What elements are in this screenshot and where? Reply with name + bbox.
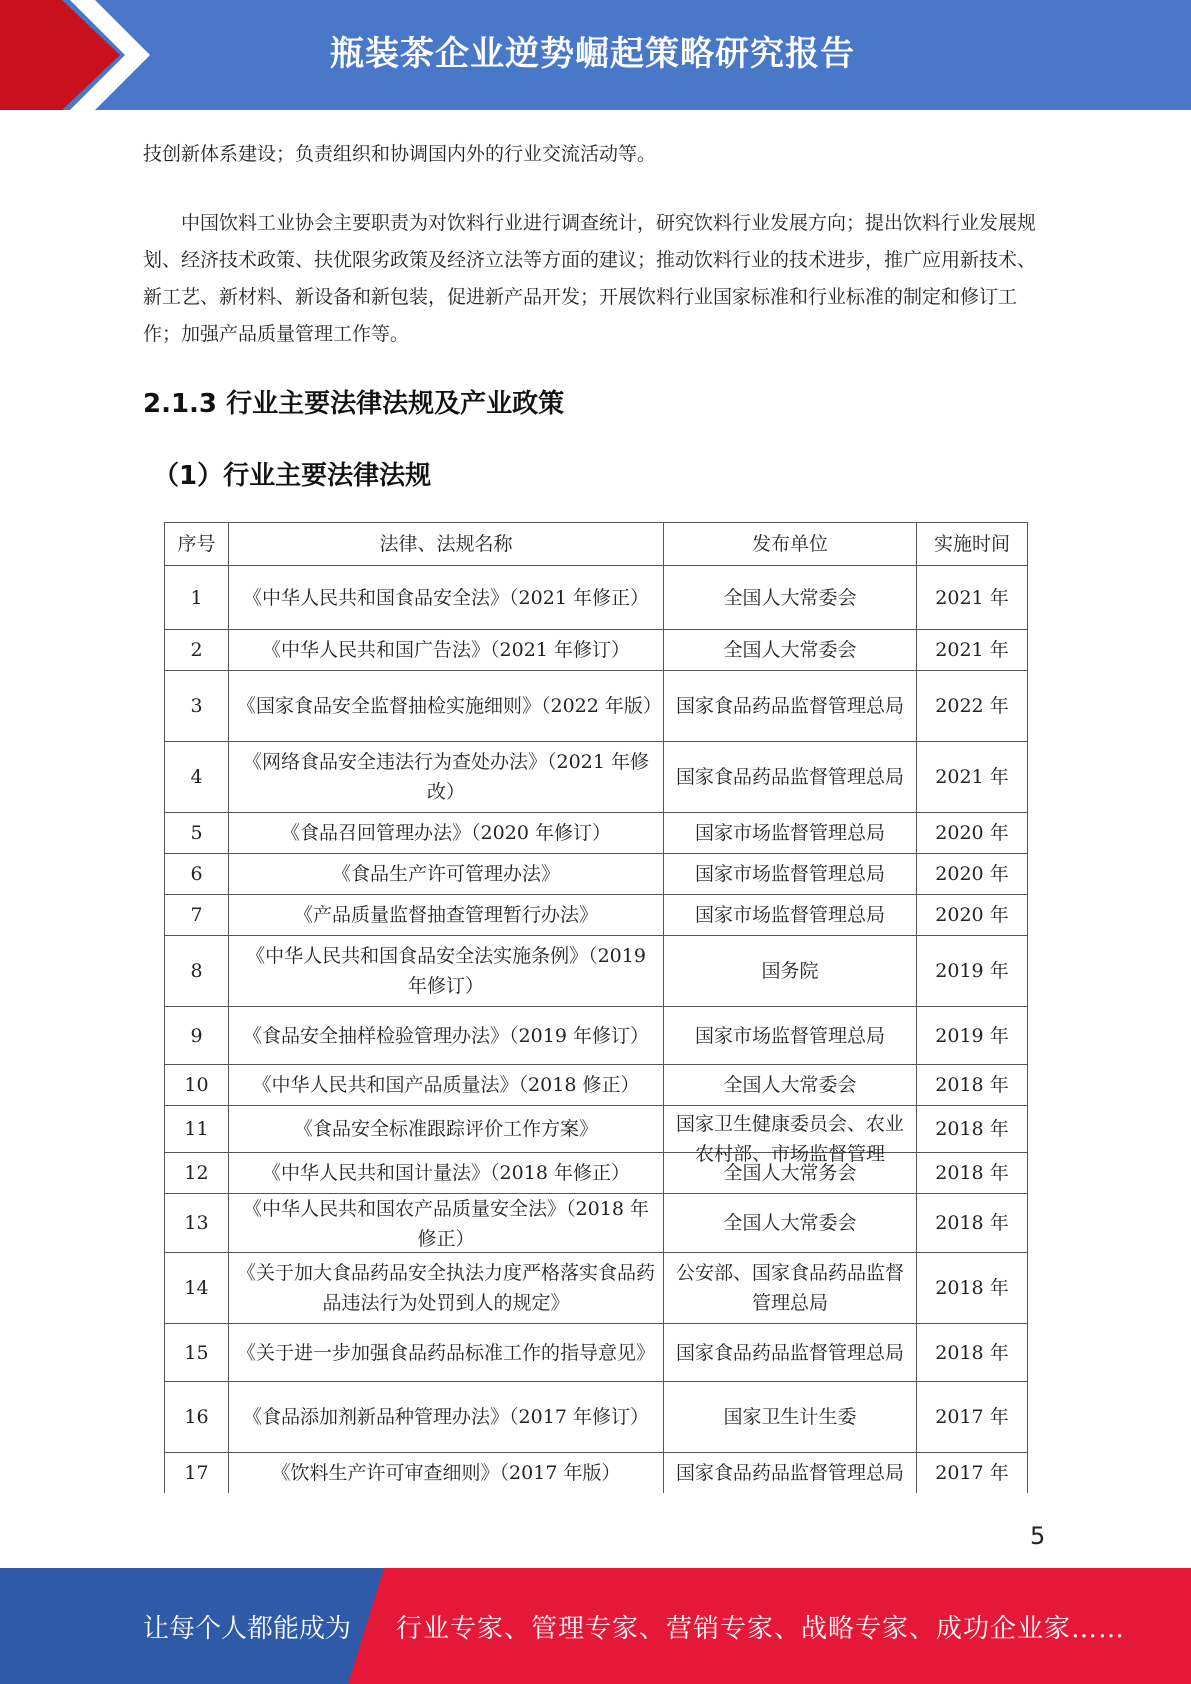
cell-date: 2022 年 <box>917 671 1028 742</box>
cell-issuer: 国家市场监督管理总局 <box>664 1007 917 1065</box>
cell-issuer-text: 国家食品药品监督管理总局 <box>675 1341 904 1364</box>
report-title: 瓶装茶企业逆势崛起策略研究报告 <box>330 34 855 74</box>
section-heading: 2.1.3 行业主要法律法规及产业政策 <box>143 389 565 419</box>
cell-issuer: 国务院 <box>664 936 917 1007</box>
table-row <box>165 742 1028 813</box>
footer-slogan-left: 让每个人都能成为 <box>143 1614 352 1644</box>
cell-index: 12 <box>165 1153 229 1194</box>
header-chevron-icon <box>0 0 160 110</box>
cell-issuer: 全国人大常委会 <box>664 566 917 630</box>
col-header-law-name: 法律、法规名称 <box>229 523 664 566</box>
cell-law-name: 《关于加大食品药品安全执法力度严格落实食品药品违法行为处罚到人的规定》 <box>229 1253 664 1324</box>
cell-issuer: 国家市场监督管理总局 <box>664 895 917 936</box>
cell-law-name: 《食品召回管理办法》（2020 年修订） <box>229 813 664 854</box>
cell-issuer: 国家市场监督管理总局 <box>664 813 917 854</box>
cell-index: 16 <box>165 1382 229 1453</box>
paragraph-continuation: 技创新体系建设；负责组织和协调国内外的行业交流活动等。 <box>143 143 657 165</box>
col-header-issuer: 发布单位 <box>664 523 917 566</box>
cell-law-name: 《中华人民共和国广告法》（2021 年修订） <box>229 630 664 671</box>
subsection-heading: （1）行业主要法律法规 <box>153 461 432 491</box>
cell-index: 5 <box>165 813 229 854</box>
cell-law-name: 《食品安全标准跟踪评价工作方案》 <box>229 1106 664 1153</box>
cell-law-name-text: 《关于进一步加强食品药品标准工作的指导意见》 <box>237 1341 656 1364</box>
cell-date: 2018 年 <box>917 1194 1028 1253</box>
cell-index: 11 <box>165 1106 229 1153</box>
cell-date: 2020 年 <box>917 813 1028 854</box>
cell-issuer: 全国人大常务会 <box>664 1153 917 1194</box>
cell-date: 2017 年 <box>917 1382 1028 1453</box>
table-row <box>165 1453 1028 1494</box>
cell-issuer: 国家食品药品监督管理总局 <box>664 742 917 813</box>
cell-issuer <box>664 1453 917 1494</box>
col-header-index: 序号 <box>165 523 229 566</box>
cell-date: 2018 年 <box>917 1153 1028 1194</box>
cell-date: 2018 年 <box>917 1324 1028 1382</box>
cell-law-name: 《网络食品安全违法行为查处办法》（2021 年修改） <box>229 742 664 813</box>
table-row <box>165 630 1028 671</box>
cell-issuer: 国家市场监督管理总局 <box>664 854 917 895</box>
cell-index: 14 <box>165 1253 229 1324</box>
table-row <box>165 936 1028 1007</box>
cell-issuer: 国家卫生计生委 <box>664 1382 917 1453</box>
table-row <box>165 1253 1028 1324</box>
table-row <box>165 1153 1028 1194</box>
cell-date: 2018 年 <box>917 1253 1028 1324</box>
cell-law-name: 《饮料生产许可审查细则》（2017 年版） <box>229 1453 664 1494</box>
table-row <box>165 1194 1028 1253</box>
cell-issuer: 全国人大常委会 <box>664 1065 917 1106</box>
table-row <box>165 895 1028 936</box>
cell-index: 8 <box>165 936 229 1007</box>
cell-date: 2021 年 <box>917 630 1028 671</box>
cell-law-name: 《产品质量监督抽查管理暂行办法》 <box>229 895 664 936</box>
cell-index: 9 <box>165 1007 229 1065</box>
cell-issuer: 国家食品药品监督管理总局 <box>664 671 917 742</box>
cell-index: 4 <box>165 742 229 813</box>
cell-law-name <box>229 1194 664 1253</box>
cell-law-name: 《食品添加剂新品种管理办法》（2017 年修订） <box>229 1382 664 1453</box>
cell-law-name <box>229 1007 664 1065</box>
cell-issuer <box>664 1324 917 1382</box>
cell-index: 2 <box>165 630 229 671</box>
cell-law-name: 《食品生产许可管理办法》 <box>229 854 664 895</box>
cell-date: 2020 年 <box>917 895 1028 936</box>
cell-issuer: 全国人大常委会 <box>664 630 917 671</box>
cell-issuer-text: 国家食品药品监督管理总局 <box>675 1462 904 1484</box>
table-row <box>165 813 1028 854</box>
page-number: 5 <box>1030 1522 1046 1550</box>
paragraph-association-duties: 中国饮料工业协会主要职责为对饮料行业进行调查统计，研究饮料行业发展方向；提出饮料行业发展规划、经济技术政策、扶优限劣政策及经济立法等方面的建议；推动饮料行业的技术进步，推广应用新技术、新工艺、新材料、新设备和新包装，促进新产品开发；开展饮料行业国家标准和行业标准的制定和修订工作；加强产品质量管理工作等。 <box>143 212 1037 345</box>
page-header <box>0 0 1191 110</box>
cell-issuer-text: 国家卫生健康委员会、农业农村部、市场监督管理 <box>675 1113 904 1165</box>
col-header-date: 实施时间 <box>917 523 1028 566</box>
cell-date: 2018 年 <box>917 1065 1028 1106</box>
cell-date: 2019 年 <box>917 936 1028 1007</box>
cell-law-name: 《中华人民共和国食品安全法实施条例》（2019 年修订） <box>229 936 664 1007</box>
cell-law-name-text: 《中华人民共和国农产品质量安全法》（2018 年修正） <box>243 1198 649 1250</box>
cell-date: 2020 年 <box>917 854 1028 895</box>
table-row <box>165 1065 1028 1106</box>
cell-index: 7 <box>165 895 229 936</box>
footer-slogan-right: 行业专家、管理专家、营销专家、战略专家、成功企业家…… <box>396 1614 1126 1644</box>
cell-date: 2021 年 <box>917 742 1028 813</box>
table-row <box>165 854 1028 895</box>
cell-issuer <box>664 1106 917 1165</box>
cell-index: 15 <box>165 1324 229 1382</box>
cell-issuer: 全国人大常委会 <box>664 1194 917 1253</box>
cell-date: 2021 年 <box>917 566 1028 630</box>
table-row <box>165 1007 1028 1065</box>
cell-date: 2019 年 <box>917 1007 1028 1065</box>
table-row <box>165 1324 1028 1382</box>
cell-index: 6 <box>165 854 229 895</box>
table-row <box>165 566 1028 630</box>
cell-law-name-text: 《食品安全抽样检验管理办法》（2019 年修订） <box>243 1024 649 1047</box>
table-row <box>165 1106 1028 1153</box>
table-row <box>165 671 1028 742</box>
cell-index: 3 <box>165 671 229 742</box>
cell-law-name <box>229 1324 664 1382</box>
cell-law-name: 《中华人民共和国食品安全法》（2021 年修正） <box>229 566 664 630</box>
cell-issuer: 公安部、国家食品药品监督管理总局 <box>664 1253 917 1324</box>
cell-index: 13 <box>165 1194 229 1253</box>
cell-index: 10 <box>165 1065 229 1106</box>
table-row <box>165 1382 1028 1453</box>
cell-index: 1 <box>165 566 229 630</box>
cell-date: 2018 年 <box>917 1106 1028 1153</box>
page-footer <box>0 1568 1191 1684</box>
cell-law-name: 《国家食品安全监督抽检实施细则》（2022 年版） <box>229 671 664 742</box>
cell-law-name: 《中华人民共和国计量法》（2018 年修正） <box>229 1153 664 1194</box>
cell-index: 17 <box>165 1453 229 1494</box>
cell-date: 2017 年 <box>917 1453 1028 1494</box>
table-header-row <box>165 523 1028 566</box>
laws-table <box>164 522 1028 1493</box>
cell-law-name: 《中华人民共和国产品质量法》（2018 修正） <box>229 1065 664 1106</box>
